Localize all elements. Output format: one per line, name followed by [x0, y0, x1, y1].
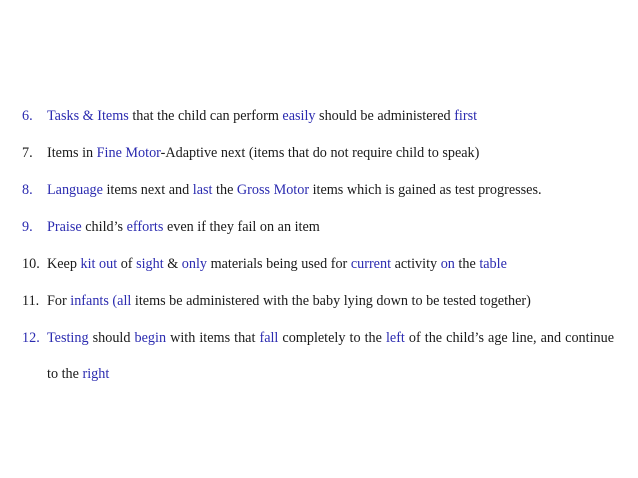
- list-item-number: 9.: [22, 219, 33, 235]
- text-segment: with items that: [166, 330, 260, 346]
- highlighted-term: only: [181, 256, 208, 272]
- highlighted-term: last: [192, 182, 213, 198]
- list-item-text: [47, 106, 614, 126]
- list-item-text: [47, 180, 614, 200]
- text-segment: activity: [391, 256, 441, 272]
- text-segment: -Adaptive next (items that do not require child to speak): [160, 145, 480, 161]
- highlighted-term: kit out: [80, 256, 118, 272]
- highlighted-term: Fine Motor: [96, 145, 161, 161]
- text-segment: of the child’s age line, and continue to the: [47, 330, 614, 382]
- list-item-text: [47, 291, 614, 311]
- text-segment: should: [88, 330, 135, 346]
- list-item-text: [47, 217, 614, 237]
- list-item: [22, 217, 614, 237]
- text-segment: should be administered: [315, 108, 455, 124]
- list-item-number: 6.: [22, 108, 33, 124]
- text-segment: items which is gained as test progresses.: [309, 182, 542, 198]
- text-segment: the: [212, 182, 237, 198]
- text-segment: items next and: [102, 182, 193, 198]
- list-item: [22, 254, 614, 274]
- list-item-text: [47, 143, 614, 163]
- list-item: [22, 106, 614, 126]
- list-item-number: 10.: [22, 256, 40, 272]
- text-segment: Keep: [47, 256, 81, 272]
- list-item-text: [47, 320, 614, 392]
- highlighted-term: on: [440, 256, 455, 272]
- highlighted-term: Praise: [47, 219, 82, 235]
- highlighted-term: Tasks & Items: [47, 108, 129, 124]
- text-segment: even if they fail on an item: [163, 219, 320, 235]
- instruction-list: [22, 106, 614, 392]
- text-segment: items be administered with the baby lying down to be tested together): [131, 293, 531, 309]
- text-segment: child’s: [81, 219, 127, 235]
- list-item-number: 12.: [22, 330, 40, 346]
- highlighted-term: easily: [282, 108, 316, 124]
- highlighted-term: efforts: [126, 219, 164, 235]
- highlighted-term: current: [350, 256, 392, 272]
- highlighted-term: begin: [134, 330, 167, 346]
- text-segment: &: [163, 256, 182, 272]
- list-item: [22, 143, 614, 163]
- text-segment: materials being used for: [207, 256, 351, 272]
- highlighted-term: Gross Motor: [236, 182, 310, 198]
- highlighted-term: right: [82, 366, 110, 382]
- highlighted-term: infants (all: [70, 293, 132, 309]
- list-item-number: 8.: [22, 182, 33, 198]
- highlighted-term: fall: [259, 330, 279, 346]
- highlighted-term: first: [454, 108, 478, 124]
- highlighted-term: Language: [47, 182, 103, 198]
- text-segment: For: [47, 293, 71, 309]
- highlighted-term: Testing: [47, 330, 89, 346]
- text-segment: that the child can perform: [128, 108, 283, 124]
- list-item-text: [47, 254, 614, 274]
- text-segment: the: [454, 256, 480, 272]
- text-segment: Items in: [47, 145, 97, 161]
- list-item: [22, 328, 614, 392]
- text-segment: of: [117, 256, 137, 272]
- list-item-number: 11.: [22, 293, 40, 309]
- list-item: [22, 291, 614, 311]
- highlighted-term: left: [385, 330, 405, 346]
- highlighted-term: table: [479, 256, 507, 272]
- highlighted-term: sight: [136, 256, 164, 272]
- list-item: [22, 180, 614, 200]
- list-item-number: 7.: [22, 145, 33, 161]
- text-segment: completely to the: [278, 330, 386, 346]
